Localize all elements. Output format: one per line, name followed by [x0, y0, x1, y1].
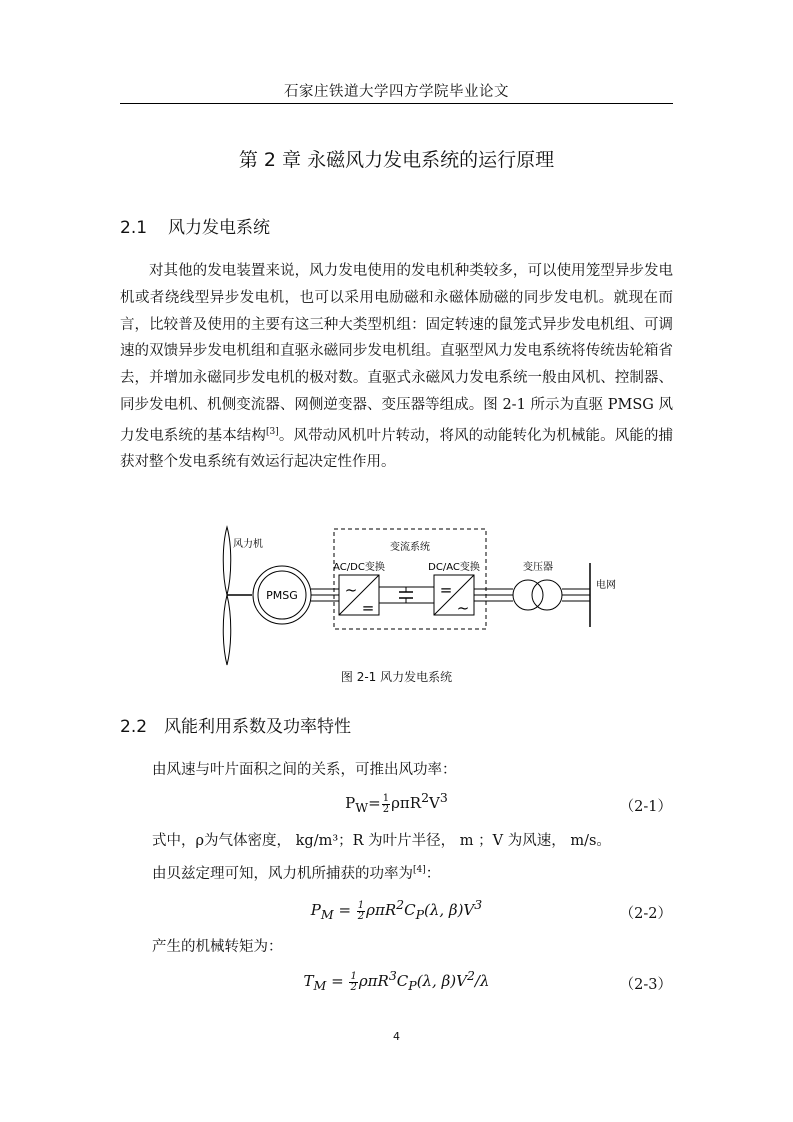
- converter-system-label: 变流系统: [390, 542, 430, 553]
- citation-ref: [3]: [266, 426, 279, 437]
- fraction: $\frac{1}{2}$: [350, 970, 357, 993]
- inverter-dc-symbol: =: [439, 581, 453, 599]
- equation-intro: 产生的机械转矩为：: [152, 939, 283, 955]
- equation-number: （2-2）: [619, 906, 672, 922]
- page-header: 石家庄铁道大学四方学院毕业论文: [284, 84, 509, 100]
- page-number: 4: [393, 1030, 400, 1043]
- equation-number: （2-1）: [619, 799, 672, 815]
- generator-label: PMSG: [266, 589, 298, 602]
- section-title: 风力发电系统: [168, 218, 270, 238]
- section-heading-2-2: [120, 712, 351, 737]
- equation-2-2: $P_M$ = $\frac{1}{2}$ $\rho\pi R^2C_P(\lambda$, $\beta)V^3$: [310, 897, 483, 922]
- wind-turbine-label: 风力机: [233, 539, 263, 550]
- grid-label: 电网: [596, 580, 616, 591]
- section-number: 2.1: [120, 218, 148, 238]
- turbine-blade: [223, 595, 231, 665]
- equation-number: （2-3）: [619, 977, 672, 993]
- transformer-secondary-coil: [532, 580, 562, 610]
- chapter-title: 第 2 章 永磁风力发电系统的运行原理: [238, 149, 555, 171]
- wind-power-system-diagram: [210, 525, 630, 670]
- figure-caption: 图 2-1 风力发电系统: [340, 670, 453, 684]
- section-title: 风能利用系数及功率特性: [164, 717, 351, 737]
- fraction: $\frac{1}{2}$: [382, 792, 390, 815]
- body-paragraph: [120, 258, 673, 476]
- paragraph-text: 对其他的发电装置来说，风力发电使用的发电机种类较多，可以使用笼型异步发电机或者绕线型异步发电机，也可以采用电励磁和永磁体励磁的同步发电机。就现在而言，比较普及使用的主要有这三种大类型机组：固定转速的鼠笼式异步发电机组、可调速的双馈异步发电机组和直驱永磁同步发电机组。直驱型风力发电系统将传统齿轮箱省去，并增加永磁同步发电机的极对数。直驱式永磁风力发电系统一般由风机、控制器、同步发电机、机侧变流器、网侧逆变器、变压器等组成。图 2-1 所示为直驱 PMSG 风力发电系统的基本结构: [120, 263, 673, 444]
- rectifier-dc-symbol: =: [361, 599, 375, 617]
- fraction: $\frac{1}{2}$: [357, 899, 365, 922]
- transformer-label: 变压器: [523, 562, 553, 573]
- equation-intro: 由贝兹定理可知，风力机所捕获的功率为[4]：: [152, 865, 441, 882]
- dcac-label: DC/AC变换: [428, 562, 480, 573]
- section-heading-2-1: [120, 213, 270, 238]
- rectifier-ac-symbol: ~: [344, 581, 358, 599]
- equation-2-3: $T_M$ = $\frac{1}{2}$ $\rho\pi R^3C_P(\lambda$, $\beta)V^2/\lambda$: [303, 968, 490, 993]
- transformer-primary-coil: [513, 580, 543, 610]
- equation-intro: 由风速与叶片面积之间的关系，可推出风功率：: [152, 762, 457, 778]
- equation-2-1: $P_W=$ $\frac{1}{2}$ $\rho\pi R^2V^3$: [345, 790, 448, 815]
- acdc-label: AC/DC变换: [333, 562, 385, 573]
- citation-ref: [4]: [413, 865, 426, 876]
- paragraph-text-tail: 。风带动风机叶片转动，将风的动能转化为机械能。风能的捕获对整个发电系统有效运行起决定性作用。: [120, 427, 673, 471]
- header-divider: [120, 103, 673, 104]
- turbine-blade: [223, 527, 231, 595]
- inverter-ac-symbol: ~: [456, 599, 470, 617]
- section-number: 2.2: [120, 717, 148, 737]
- variable-definitions: 式中，ρ为气体密度， kg/m³；R 为叶片半径， m ；V 为风速， m/s。: [152, 833, 611, 849]
